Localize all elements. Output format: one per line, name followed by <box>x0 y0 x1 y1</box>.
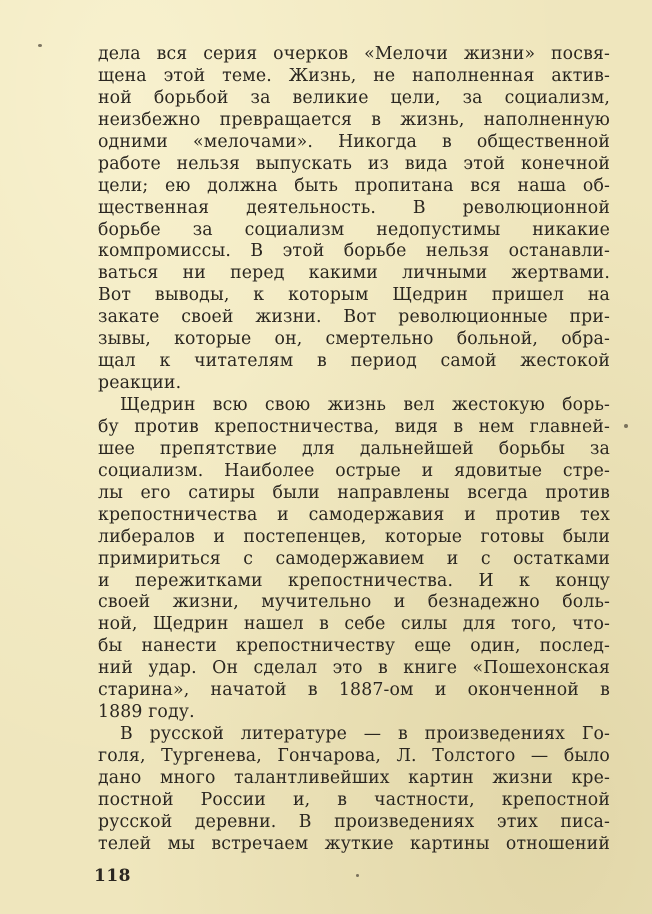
text-line: бы нанести крепостничеству еще один, послед- <box>98 636 610 657</box>
text-line: телей мы встречаем жуткие картины отношений <box>98 833 610 854</box>
text-line: щественная деятельность. В революционной <box>98 197 610 218</box>
text-line: Вот выводы, к которым Щедрин пришел на <box>98 285 610 306</box>
text-line: старина», начатой в 1887-ом и оконченной в <box>98 680 610 701</box>
text-line: одними «мелочами». Никогда в общественной <box>98 131 610 152</box>
text-line: дела вся серия очерков «Мелочи жизни» посвя- <box>98 44 610 64</box>
text-line: шее препятствие для дальнейшей борьбы за <box>98 438 610 459</box>
paragraph-end-line: реакции. <box>98 373 182 394</box>
text-line: щал к читателям в период самой жестокой <box>98 351 610 372</box>
paragraph-start-line: Щедрин всю свою жизнь вел жестокую борь- <box>120 395 610 415</box>
page-number: 118 <box>94 866 131 886</box>
paragraph-end-line: 1889 году. <box>98 702 195 723</box>
text-line: работе нельзя выпускать из вида этой конечной <box>98 153 610 174</box>
text-line: бу против крепостничества, видя в нем главней- <box>98 416 610 437</box>
text-line: голя, Тургенева, Гончарова, Л. Толстого — было <box>98 746 610 766</box>
text-line: ний удар. Он сделал это в книге «Пошехонская <box>98 658 610 679</box>
text-line: русской деревни. В произведениях этих писа- <box>98 811 610 832</box>
text-line: борьбе за социализм недопустимы никакие <box>98 219 610 240</box>
text-line: дано много талантливейших картин жизни кре- <box>98 767 610 788</box>
text-line: примириться с самодержавием и с остатками <box>98 548 610 569</box>
text-line: закате своей жизни. Вот революционные при- <box>98 307 610 328</box>
text-line: ной, Щедрин нашел в себе силы для того, что- <box>98 614 610 635</box>
text-line: своей жизни, мучительно и безнадежно боль- <box>98 592 610 613</box>
text-line: ной борьбой за великие цели, за социализм, <box>98 87 610 108</box>
text-line: либералов и постепенцев, которые готовы были <box>98 526 610 547</box>
text-line: неизбежно превращается в жизнь, наполненную <box>98 109 610 130</box>
text-line: компромиссы. В этой борьбе нельзя останавли- <box>98 241 610 262</box>
text-line: зывы, которые он, смертельно больной, обра- <box>98 329 610 350</box>
text-line: лы его сатиры были направлены всегда против <box>98 482 610 503</box>
body-text <box>98 44 610 856</box>
paper-speck <box>356 874 359 877</box>
text-line: и пережитками крепостничества. И к концу <box>98 570 610 591</box>
text-line: цели; ею должна быть пропитана вся наша об- <box>98 175 610 196</box>
text-line: ваться ни перед какими личными жертвами. <box>98 263 610 284</box>
paper-speck <box>624 424 628 428</box>
text-line: постной России и, в частности, крепостной <box>98 789 610 810</box>
text-line: щена этой теме. Жизнь, не наполненная актив- <box>98 65 610 86</box>
text-line: крепостничества и самодержавия и против тех <box>98 504 610 525</box>
paragraph-start-line: В русской литературе — в произведениях Го- <box>120 724 610 745</box>
text-line: социализм. Наиболее острые и ядовитые стре- <box>98 460 610 481</box>
paper-speck <box>38 44 42 47</box>
